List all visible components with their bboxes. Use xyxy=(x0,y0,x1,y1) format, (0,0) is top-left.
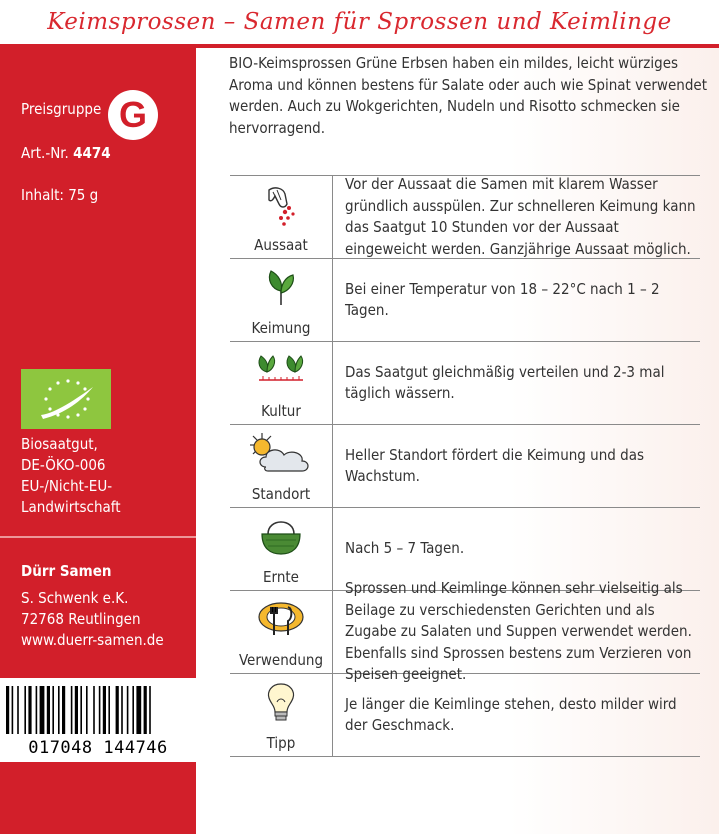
sprout-icon xyxy=(261,265,301,309)
intro-text: BIO-Keimsprossen Grüne Erbsen haben ein mildes, leicht würziges Aroma und können bestens für Salate oder auch wie Spinat verwendet werden. Auch zu Wokgerichten, Nudeln und Risotto schmecken sie hervorragend. xyxy=(229,54,707,137)
row-text: Nach 5 – 7 Tagen. xyxy=(345,539,465,558)
row-label: Verwendung xyxy=(238,651,324,669)
page-title: Keimsprossen – Samen für Sprossen und Keimlinge xyxy=(47,9,672,35)
article-value: 4474 xyxy=(73,144,111,162)
row-label: Aussaat xyxy=(254,236,308,254)
row-text: Bei einer Temperatur von 18 – 22°C nach 1 – 2 Tagen. xyxy=(345,279,660,319)
row-label: Kultur xyxy=(261,402,301,420)
content-weight: Inhalt: 75 g xyxy=(21,186,99,204)
sidebar xyxy=(0,48,196,834)
row-keimung xyxy=(230,259,700,342)
instructions-table xyxy=(230,175,700,757)
row-tipp xyxy=(230,674,700,757)
seedlings-row-icon xyxy=(253,348,309,392)
row-text: Heller Standort fördert die Keimung und das Wachstum. xyxy=(345,445,644,485)
plate-cutlery-icon xyxy=(256,597,306,641)
row-aussaat xyxy=(230,175,700,259)
row-text: Das Saatgut gleichmäßig verteilen und 2-3 mal täglich wässern. xyxy=(345,362,665,402)
barcode-number: 017048 144746 xyxy=(28,738,168,758)
barcode xyxy=(0,678,196,762)
row-label: Standort xyxy=(251,485,311,503)
row-label: Ernte xyxy=(263,568,299,586)
row-text: Vor der Aussaat die Samen mit klarem Wasser gründlich ausspülen. Zur schnelleren Keimung kann das Saatgut 10 Stunden vor der Aussaat eingeweicht werden. Ganzjährige Aussaat möglich. xyxy=(345,175,696,258)
price-group-label: Preisgruppe xyxy=(21,100,102,118)
row-text: Sprossen und Keimlinge können sehr vielseitig als Beilage zu verschiedensten Gerichten und als Zugabe zu Salaten und Suppen verwendet werden. Ebenfalls sind Sprossen bestens zum Verzieren von Speisen geeignet. xyxy=(345,579,692,684)
eu-leaf-icon xyxy=(21,369,111,429)
basket-icon xyxy=(256,514,306,558)
row-label: Keimung xyxy=(251,319,311,337)
barcode-bars xyxy=(6,686,190,734)
row-verwendung xyxy=(230,579,700,684)
eu-organic-logo xyxy=(21,369,111,429)
row-kultur xyxy=(230,342,700,425)
row-standort xyxy=(230,425,700,508)
company-address: S. Schwenk e.K. 72768 Reutlingen www.duerr-samen.de xyxy=(21,589,164,649)
divider xyxy=(0,536,196,538)
bio-info: Biosaatgut, DE-ÖKO-006 EU-/Nicht-EU- Landwirtschaft xyxy=(21,435,121,516)
price-group-badge: G xyxy=(108,90,158,140)
company-name: Dürr Samen xyxy=(21,562,112,580)
row-text: Je länger die Keimlinge stehen, desto milder wird der Geschmack. xyxy=(345,694,677,734)
sowing-hand-icon xyxy=(261,182,301,228)
lightbulb-icon xyxy=(261,680,301,724)
sun-cloud-icon xyxy=(246,431,316,477)
company-website[interactable]: www.duerr-samen.de xyxy=(21,631,164,649)
article-number xyxy=(21,144,111,162)
row-label: Tipp xyxy=(266,734,296,752)
article-label: Art.-Nr. xyxy=(21,144,69,162)
